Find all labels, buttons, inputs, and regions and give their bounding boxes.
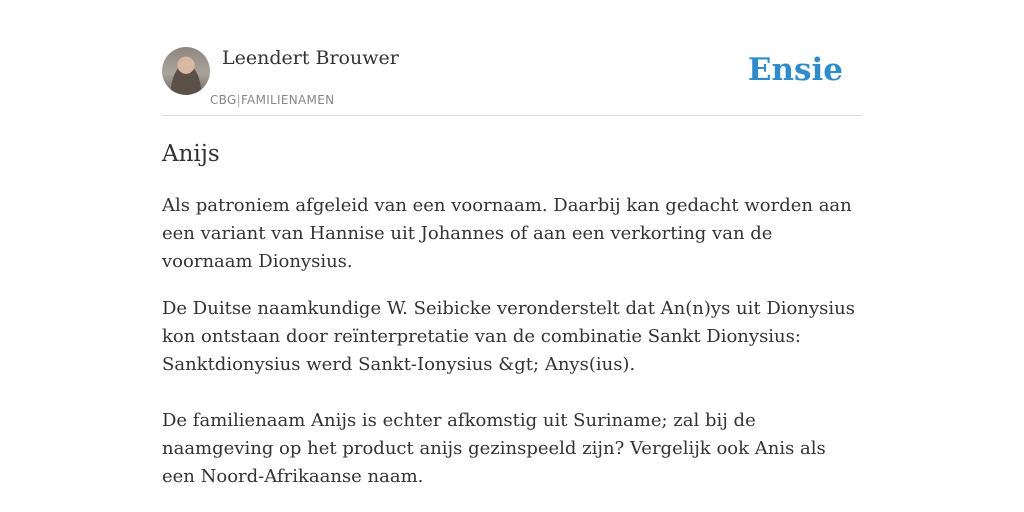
- paragraph: De Duitse naamkundige W. Seibicke veronderstelt dat An(n)ys uit Dionysius kon ontstaan door reïnterpretatie van de combinatie Sankt Dionysius: Sanktdionysius werd Sankt-Ionysius &gt; Anys(ius). De familienaam Anijs is echter afkomstig uit Suriname; zal bij de naamgeving op het product anijs gezinspeeld zijn? Vergelijk ook Anis als een Noord-Afrikaanse naam.: [162, 298, 855, 487]
- source-meta: [210, 93, 334, 107]
- meta-separator: |: [236, 93, 241, 107]
- card-header: [162, 46, 862, 116]
- page-title: Anijs: [162, 141, 220, 167]
- source-label[interactable]: CBG: [210, 93, 237, 107]
- paragraph: Als patroniem afgeleid van een voornaam. Daarbij kan gedacht worden aan een variant van Hannise uit Johannes of aan een verkorting van de voornaam Dionysius.: [162, 195, 852, 272]
- avatar[interactable]: [162, 47, 210, 95]
- category-label[interactable]: FAMILIENAMEN: [240, 93, 335, 107]
- definition-card: [162, 46, 862, 510]
- brand-logo[interactable]: Ensie: [747, 52, 843, 88]
- author-name[interactable]: Leendert Brouwer: [222, 47, 399, 69]
- article-body: [162, 192, 862, 491]
